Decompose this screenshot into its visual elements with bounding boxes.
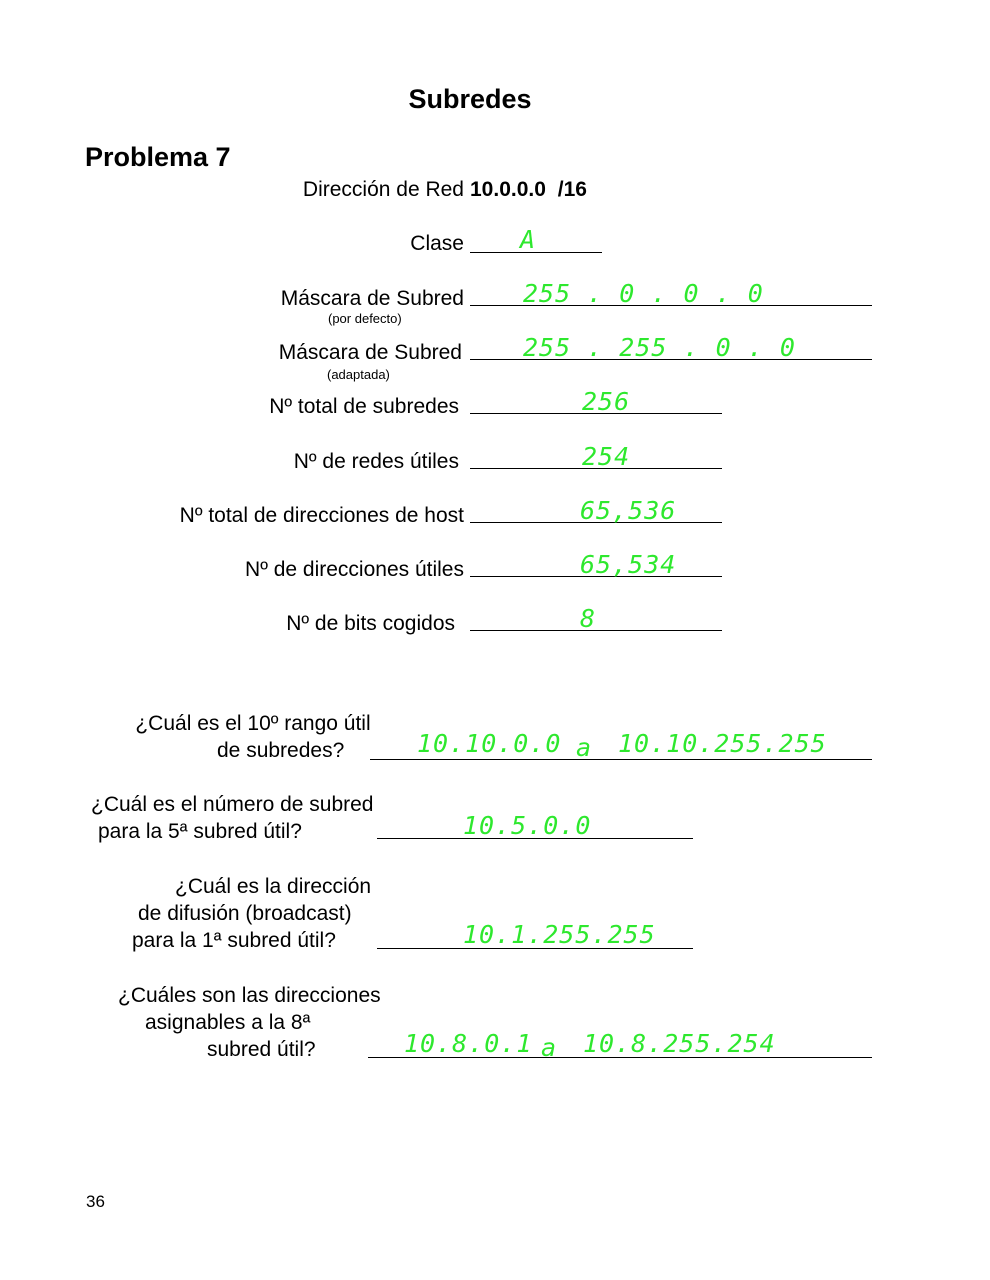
bits-answer: 8: [580, 604, 597, 633]
useful-hosts-answer: 65,534: [580, 550, 677, 579]
total-subnets-answer: 256: [582, 387, 631, 416]
network-ip: 10.0.0.0: [470, 178, 546, 201]
q1-answer-to: 10.10.255.255: [618, 729, 827, 758]
clase-answer: A: [520, 225, 537, 254]
q2-answer: 10.5.0.0: [463, 811, 592, 840]
q1-answer-sep: a: [576, 733, 593, 762]
q4-answer-to: 10.8.255.254: [583, 1029, 776, 1058]
q4-line1: ¿Cuáles son las direcciones: [118, 984, 381, 1007]
network-label: Dirección de Red: [302, 178, 464, 201]
mask-default-sub: (por defecto): [328, 311, 402, 326]
q3-line1: ¿Cuál es la dirección: [175, 875, 372, 898]
mask-default-label: Máscara de Subred: [280, 287, 464, 310]
total-hosts-label: Nº total de direcciones de host: [179, 504, 464, 527]
network-address: [470, 178, 587, 202]
q4-answer-from: 10.8.0.1: [404, 1029, 533, 1058]
useful-nets-label: Nº de redes útiles: [293, 450, 459, 473]
q1-answer-from: 10.10.0.0: [417, 729, 562, 758]
mask-default-answer: 255 . 0 . 0 . 0: [523, 279, 764, 308]
q4-line2: asignables a la 8ª: [145, 1011, 311, 1034]
q3-answer: 10.1.255.255: [463, 920, 656, 949]
useful-hosts-label: Nº de direcciones útiles: [245, 558, 464, 581]
mask-adapted-answer: 255 . 255 . 0 . 0: [523, 333, 796, 362]
q4-line3: subred útil?: [207, 1038, 316, 1061]
problem-heading: Problema 7: [85, 142, 231, 172]
mask-adapted-sub: (adaptada): [327, 367, 390, 382]
total-hosts-answer: 65,536: [580, 496, 677, 525]
q3-line2: de difusión (broadcast): [138, 902, 352, 925]
q2-line2: para la 5ª subred útil?: [98, 820, 302, 843]
bits-label: Nº de bits cogidos: [286, 612, 455, 635]
q3-line3: para la 1ª subred útil?: [132, 929, 336, 952]
q1-line: [370, 759, 872, 760]
useful-nets-answer: 254: [582, 442, 631, 471]
q4-answer-sep: a: [541, 1033, 558, 1062]
q2-line1: ¿Cuál es el número de subred: [91, 793, 374, 816]
page-title: Subredes: [408, 84, 532, 114]
network-prefix: /16: [557, 178, 587, 201]
q1-line1: ¿Cuál es el 10º rango útil: [135, 712, 371, 735]
page-number: 36: [86, 1192, 105, 1211]
clase-label: Clase: [410, 232, 464, 255]
q1-line2: de subredes?: [217, 739, 345, 762]
mask-adapted-label: Máscara de Subred: [278, 341, 462, 364]
total-subnets-label: Nº total de subredes: [269, 395, 459, 418]
